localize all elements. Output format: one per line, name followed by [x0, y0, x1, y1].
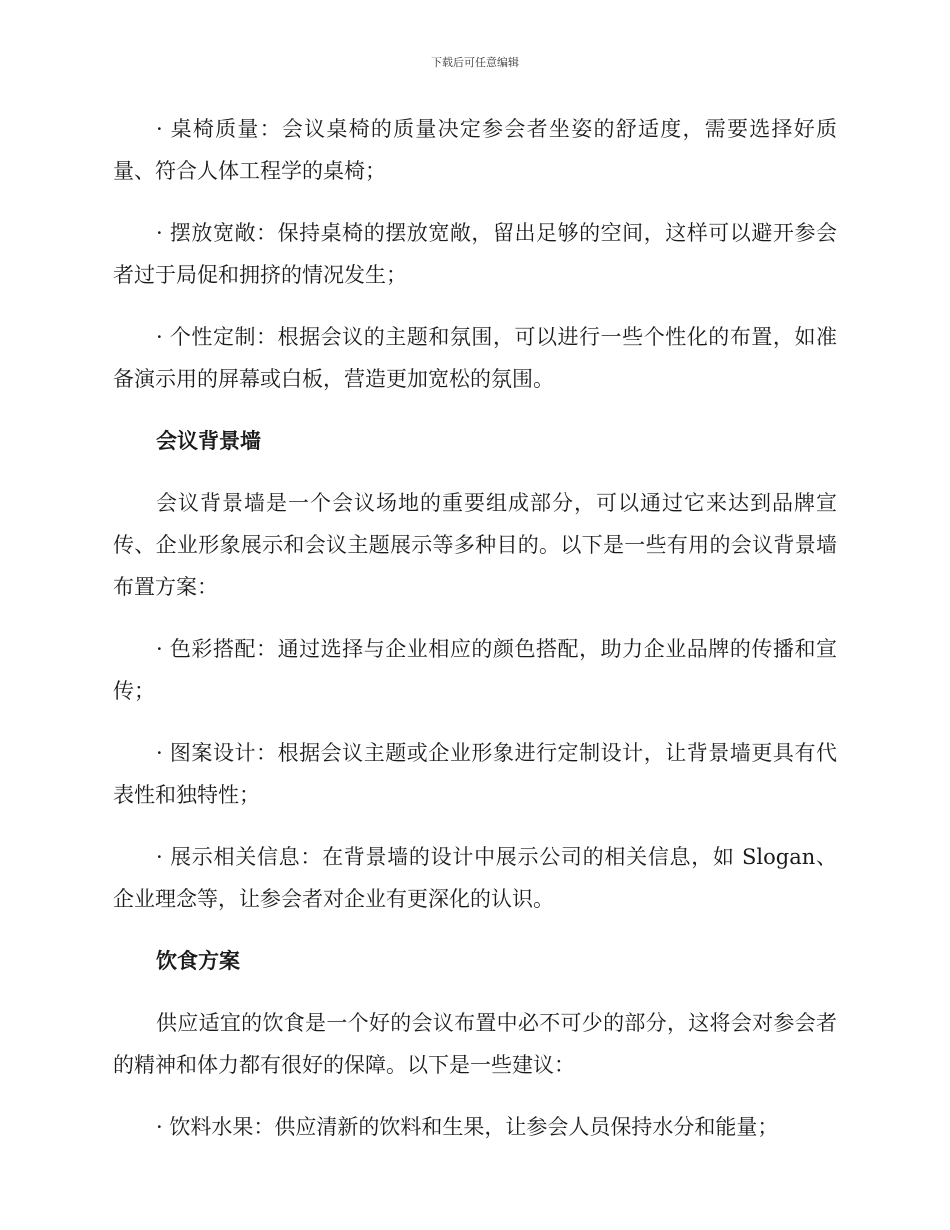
backdrop-intro-paragraph: 会议背景墙是一个会议场地的重要组成部分，可以通过它来达到品牌宣传、企业形象展示和会议主题展示等多种目的。以下是一些有用的会议背景墙布置方案：: [113, 491, 837, 599]
section-heading-backdrop: 会议背景墙: [156, 429, 261, 453]
bullet-customization: · 个性定制：根据会议的主题和氛围，可以进行一些个性化的布置，如准备演示用的屏幕或白板，营造更加宽松的氛围。: [113, 325, 837, 391]
bullet-spacious-layout: · 摆放宽敞：保持桌椅的摆放宽敞，留出足够的空间，这样可以避开参会者过于局促和拥挤的情况发生；: [113, 221, 837, 287]
page-header: 下载后可任意编辑: [431, 56, 519, 69]
bullet-color-matching: · 色彩搭配：通过选择与企业相应的颜色搭配，助力企业品牌的传播和宣传；: [113, 637, 837, 703]
bullet-drinks-fruit: · 饮料水果：供应清新的饮料和生果，让参会人员保持水分和能量；: [156, 1115, 779, 1139]
bullet-pattern-design: · 图案设计：根据会议主题或企业形象进行定制设计，让背景墙更具有代表性和独特性；: [113, 741, 837, 807]
bullet-show-info: · 展示相关信息：在背景墙的设计中展示公司的相关信息，如 Slogan、企业理念等，让参会者对企业有更深化的认识。: [113, 845, 837, 911]
catering-intro-paragraph: 供应适宜的饮食是一个好的会议布置中必不可少的部分，这将会对参会者的精神和体力都有很好的保障。以下是一些建议：: [113, 1011, 837, 1077]
bullet-desk-quality: · 桌椅质量：会议桌椅的质量决定参会者坐姿的舒适度，需要选择好质量、符合人体工程学的桌椅；: [113, 117, 837, 183]
document-body: [113, 108, 837, 1168]
section-heading-catering: 饮食方案: [156, 949, 240, 973]
